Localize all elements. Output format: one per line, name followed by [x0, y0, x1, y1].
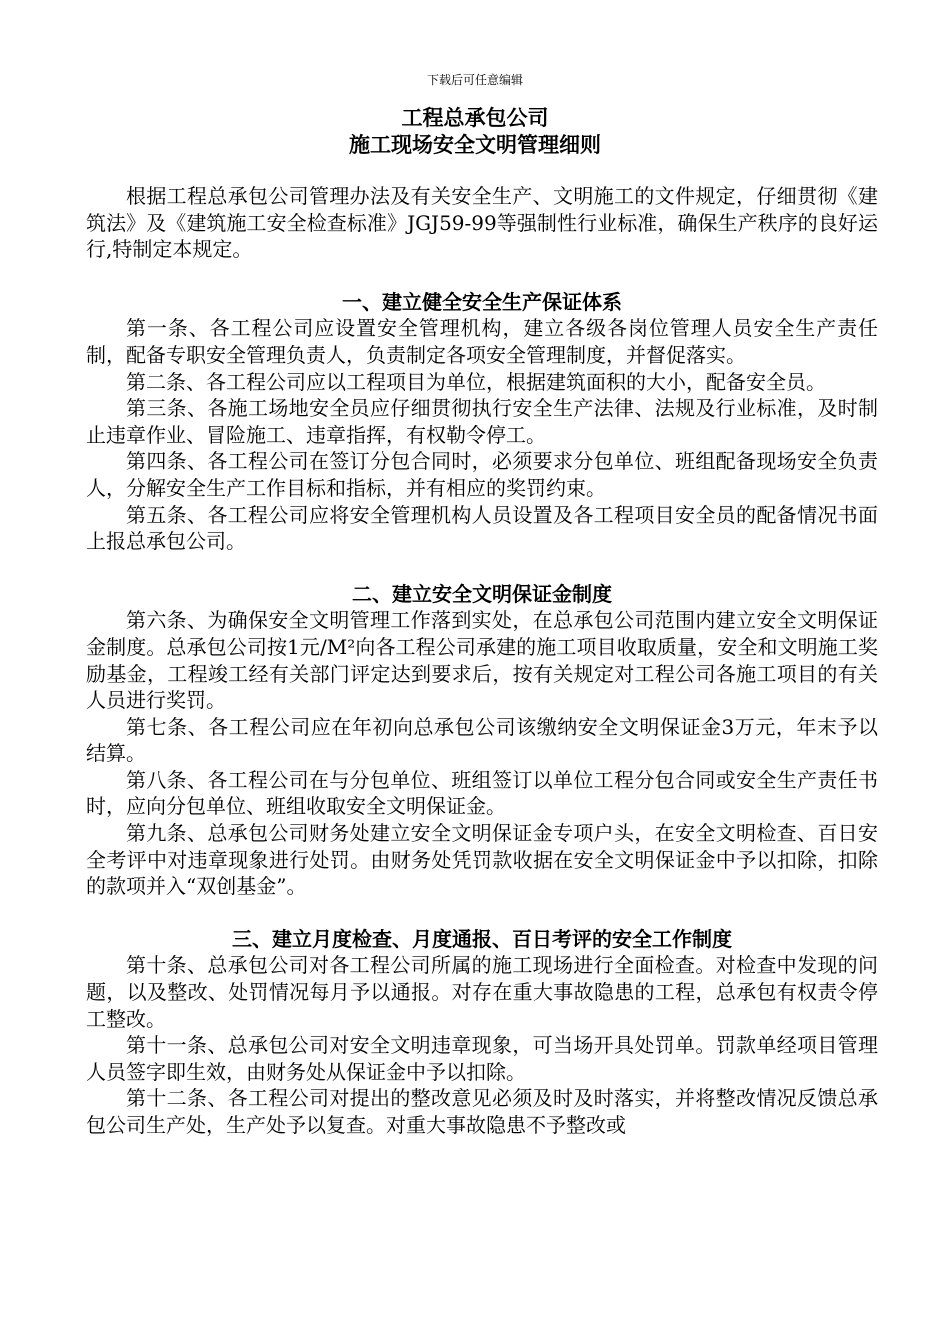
spacer — [86, 900, 878, 926]
title-line-1: 工程总承包公司 — [401, 105, 549, 130]
article-8: 第八条、各工程公司在与分包单位、班组签订以单位工程分包合同或安全生产责任书时，应向分包单位、班组收取安全文明保证金。 — [86, 767, 878, 819]
document-title — [0, 104, 950, 158]
title-line-2: 施工现场安全文明管理细则 — [349, 132, 601, 157]
article-1: 第一条、各工程公司应设置安全管理机构，建立各级各岗位管理人员安全生产责任制，配备专职安全管理负责人，负责制定各项安全管理制度，并督促落实。 — [86, 316, 878, 367]
section-heading-2: 二、建立安全文明保证金制度 — [352, 581, 612, 606]
spacer — [86, 555, 878, 581]
header-note: 下载后可任意编辑 — [426, 73, 523, 87]
document-body — [86, 183, 878, 1139]
article-10: 第十条、总承包公司对各工程公司所属的施工现场进行全面检查。对检查中发现的问题，以及整改、处罚情况每月予以通报。对存在重大事故隐患的工程，总承包有权责令停工整改。 — [86, 953, 878, 1031]
article-12: 第十二条、各工程公司对提出的整改意见必须及时及时落实，并将整改情况反馈总承包公司生产处，生产处予以复查。对重大事故隐患不予整改或 — [86, 1086, 878, 1137]
article-6: 第六条、为确保安全文明管理工作落到实处，在总承包公司范围内建立安全文明保证金制度。总承包公司按1元/M²向各工程公司承建的施工项目收取质量，安全和文明施工奖励基金，工程竣工经有关部门评定达到要求后，按有关规定对工程公司各施工项目的有关人员进行奖罚。 — [86, 608, 878, 713]
article-11: 第十一条、总承包公司对安全文明违章现象，可当场开具处罚单。罚款单经项目管理人员签字即生效，由财务处从保证金中予以扣除。 — [86, 1033, 878, 1084]
section-heading-1: 一、建立健全安全生产保证体系 — [342, 289, 622, 314]
intro-paragraph: 根据工程总承包公司管理办法及有关安全生产、文明施工的文件规定，仔细贯彻《建筑法》及《建筑施工安全检查标准》JGJ59-99等强制性行业标准，确保生产秩序的良好运行,特制定本规定。 — [86, 184, 878, 262]
article-7: 第七条、各工程公司应在年初向总承包公司该缴纳安全文明保证金3万元，年末予以结算。 — [86, 714, 878, 766]
article-2: 第二条、各工程公司应以工程项目为单位，根据建筑面积的大小，配备安全员。 — [126, 369, 826, 394]
spacer — [86, 263, 878, 289]
article-4: 第四条、各工程公司在签订分包合同时，必须要求分包单位、班组配备现场安全负责人，分解安全生产工作目标和指标，并有相应的奖罚约束。 — [86, 449, 878, 500]
section-heading-3: 三、建立月度检查、月度通报、百日考评的安全工作制度 — [232, 926, 732, 951]
article-9: 第九条、总承包公司财务处建立安全文明保证金专项户头，在安全文明检查、百日安全考评中对违章现象进行处罚。由财务处凭罚款收据在安全文明保证金中予以扣除，扣除的款项并入“双创基金”。 — [86, 821, 878, 899]
article-5: 第五条、各工程公司应将安全管理机构人员设置及各工程项目安全员的配备情况书面上报总承包公司。 — [86, 502, 878, 554]
article-3: 第三条、各施工场地安全员应仔细贯彻执行安全生产法律、法规及行业标准，及时制止违章作业、冒险施工、违章指挥，有权勒令停工。 — [86, 396, 878, 447]
